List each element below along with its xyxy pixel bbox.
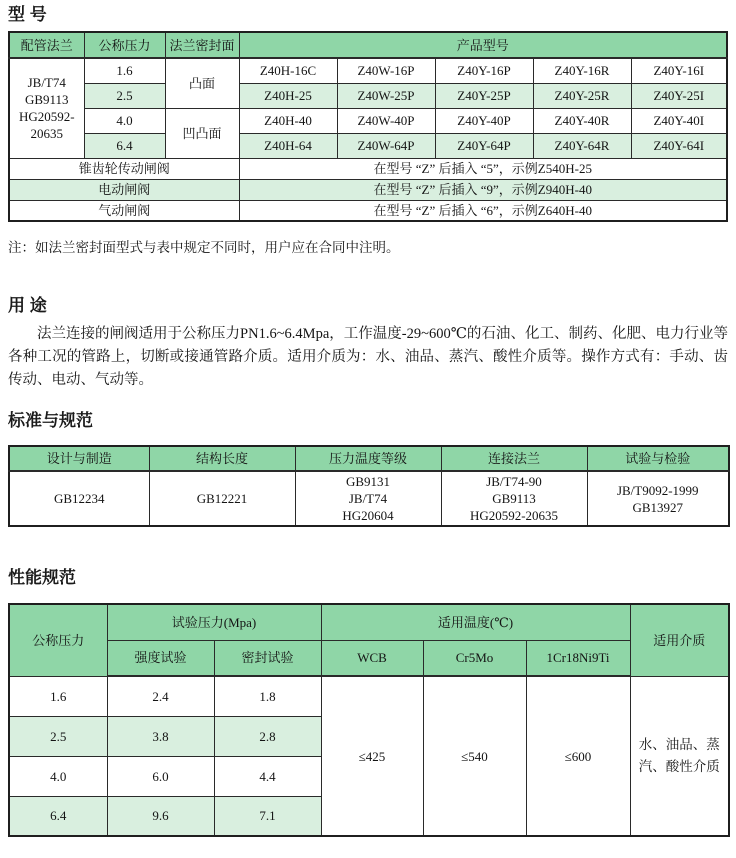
col-header-strength-test: 强度试验 <box>107 640 214 676</box>
table-row <box>9 179 727 200</box>
col-header-seal-test: 密封试验 <box>214 640 321 676</box>
pressure-cell: 6.4 <box>9 796 107 836</box>
model-cell: Z40W-64P <box>337 133 435 158</box>
performance-table-header-row-1 <box>9 604 729 640</box>
model-cell: Z40H-25 <box>239 83 337 108</box>
standard-line: GB12234 <box>53 491 105 506</box>
catalog-page <box>0 4 736 858</box>
model-cell: Z40Y-64I <box>631 133 727 158</box>
table-row <box>9 471 729 526</box>
table-row <box>9 133 727 158</box>
col-header-test-inspection: 试验与检验 <box>587 446 729 471</box>
valve-type-label-cell: 气动闸阀 <box>9 200 239 221</box>
sealing-face-concave-convex-cell: 凹凸面 <box>165 108 239 158</box>
pressure-cell: 1.6 <box>84 58 165 83</box>
strength-test-cell: 2.4 <box>107 676 214 716</box>
model-table <box>8 31 728 222</box>
col-header-nominal-pressure: 公称压力 <box>84 32 165 58</box>
standard-line: HG20604 <box>342 508 394 523</box>
col-header-nominal-pressure: 公称压力 <box>9 604 107 676</box>
standard-line: GB9131 <box>345 474 391 489</box>
model-cell: Z40Y-40I <box>631 108 727 133</box>
model-cell: Z40W-40P <box>337 108 435 133</box>
pressure-cell: 6.4 <box>84 133 165 158</box>
table-row <box>9 676 729 716</box>
section-title-performance: 性能规范 <box>8 568 76 587</box>
section-title-model: 型 号 <box>8 5 47 24</box>
model-cell: Z40H-64 <box>239 133 337 158</box>
model-cell: Z40Y-16P <box>435 58 533 83</box>
section-title-standards: 标准与规范 <box>8 411 93 430</box>
cr5mo-temperature-cell: ≤540 <box>423 676 526 836</box>
table-row <box>9 58 727 83</box>
col-header-pipe-flange: 配管法兰 <box>9 32 84 58</box>
standard-value-cell <box>441 471 587 526</box>
model-cell: Z40H-40 <box>239 108 337 133</box>
col-header-wcb: WCB <box>321 640 423 676</box>
col-header-connecting-flange: 连接法兰 <box>441 446 587 471</box>
pressure-cell: 2.5 <box>9 716 107 756</box>
seal-test-cell: 2.8 <box>214 716 321 756</box>
col-header-structure-length: 结构长度 <box>149 446 295 471</box>
standard-line: JB/T74-90 <box>486 474 542 489</box>
standard-value-cell <box>295 471 441 526</box>
wcb-temperature-cell: ≤425 <box>321 676 423 836</box>
valve-type-description-cell: 在型号 “Z” 后插入 “6”，示例Z640H-40 <box>239 200 727 221</box>
col-header-sealing-face: 法兰密封面 <box>165 32 239 58</box>
valve-type-label-cell: 电动闸阀 <box>9 179 239 200</box>
model-cell: Z40Y-64P <box>435 133 533 158</box>
col-header-cr5mo: Cr5Mo <box>423 640 526 676</box>
model-cell: Z40W-16P <box>337 58 435 83</box>
pipe-flange-standards-cell <box>9 58 84 158</box>
standard-line: GB12221 <box>196 491 248 506</box>
standard-line: HG20592-20635 <box>469 508 559 523</box>
seal-test-cell: 7.1 <box>214 796 321 836</box>
performance-table-header-row-2 <box>9 640 729 676</box>
pressure-cell: 1.6 <box>9 676 107 716</box>
pressure-cell: 4.0 <box>9 756 107 796</box>
col-header-temperature: 适用温度(℃) <box>321 604 630 640</box>
model-table-header-row <box>9 32 727 58</box>
standard-line: GB9113 <box>24 92 69 108</box>
standards-table <box>8 445 730 527</box>
col-header-stainless: 1Cr18Ni9Ti <box>526 640 630 676</box>
model-cell: Z40Y-64R <box>533 133 631 158</box>
table-row <box>9 108 727 133</box>
col-header-design-manufacture: 设计与制造 <box>9 446 149 471</box>
usage-paragraph: 法兰连接的闸阀适用于公称压力PN1.6~6.4Mpa，工作温度-29~600℃的石油、化工、制药、化肥、电力行业等各种工况的管路上，切断或接通管路介质。适用介质为：水、油品、蒸汽、酸性介质等。操作方式有：手动、齿传动、电动、气动等。 <box>8 326 728 388</box>
standard-line: JB/T9092-1999 <box>616 482 699 498</box>
col-header-test-pressure: 试验压力(Mpa) <box>107 604 321 640</box>
col-header-pressure-temperature: 压力温度等级 <box>295 446 441 471</box>
standard-line: 20635 <box>30 126 63 142</box>
standard-line: JB/T74 <box>27 75 66 91</box>
seal-test-cell: 1.8 <box>214 676 321 716</box>
valve-type-label-cell: 锥齿轮传动闸阀 <box>9 158 239 179</box>
table-row <box>9 200 727 221</box>
standard-line: GB13927 <box>632 499 684 515</box>
seal-test-cell: 4.4 <box>214 756 321 796</box>
model-cell: Z40Y-40R <box>533 108 631 133</box>
sealing-face-raised-cell: 凸面 <box>165 58 239 108</box>
model-cell: Z40Y-40P <box>435 108 533 133</box>
valve-type-description-cell: 在型号 “Z” 后插入 “5”，示例Z540H-25 <box>239 158 727 179</box>
strength-test-cell: 9.6 <box>107 796 214 836</box>
model-cell: Z40Y-16R <box>533 58 631 83</box>
col-header-product-model: 产品型号 <box>239 32 727 58</box>
note-text: 注：如法兰密封面型式与表中规定不同时，用户应在合同中注明。 <box>8 240 400 255</box>
standard-line: JB/T74 <box>348 491 388 506</box>
media-cell: 水、油品、蒸汽、酸性介质 <box>630 676 729 836</box>
model-cell: Z40W-25P <box>337 83 435 108</box>
model-cell: Z40Y-25R <box>533 83 631 108</box>
standard-line: HG20592- <box>18 109 75 125</box>
model-cell: Z40H-16C <box>239 58 337 83</box>
performance-table <box>8 603 730 837</box>
strength-test-cell: 6.0 <box>107 756 214 796</box>
standard-value-cell <box>149 471 295 526</box>
valve-type-description-cell: 在型号 “Z” 后插入 “9”，示例Z940H-40 <box>239 179 727 200</box>
model-cell: Z40Y-16I <box>631 58 727 83</box>
standards-table-header-row <box>9 446 729 471</box>
stainless-temperature-cell: ≤600 <box>526 676 630 836</box>
table-row <box>9 158 727 179</box>
standard-value-cell <box>587 471 729 526</box>
col-header-media: 适用介质 <box>630 604 729 676</box>
strength-test-cell: 3.8 <box>107 716 214 756</box>
section-title-usage: 用 途 <box>8 296 47 315</box>
table-row <box>9 83 727 108</box>
standard-value-cell <box>9 471 149 526</box>
pressure-cell: 4.0 <box>84 108 165 133</box>
standard-line: GB9113 <box>492 491 536 506</box>
model-cell: Z40Y-25P <box>435 83 533 108</box>
pressure-cell: 2.5 <box>84 83 165 108</box>
model-cell: Z40Y-25I <box>631 83 727 108</box>
